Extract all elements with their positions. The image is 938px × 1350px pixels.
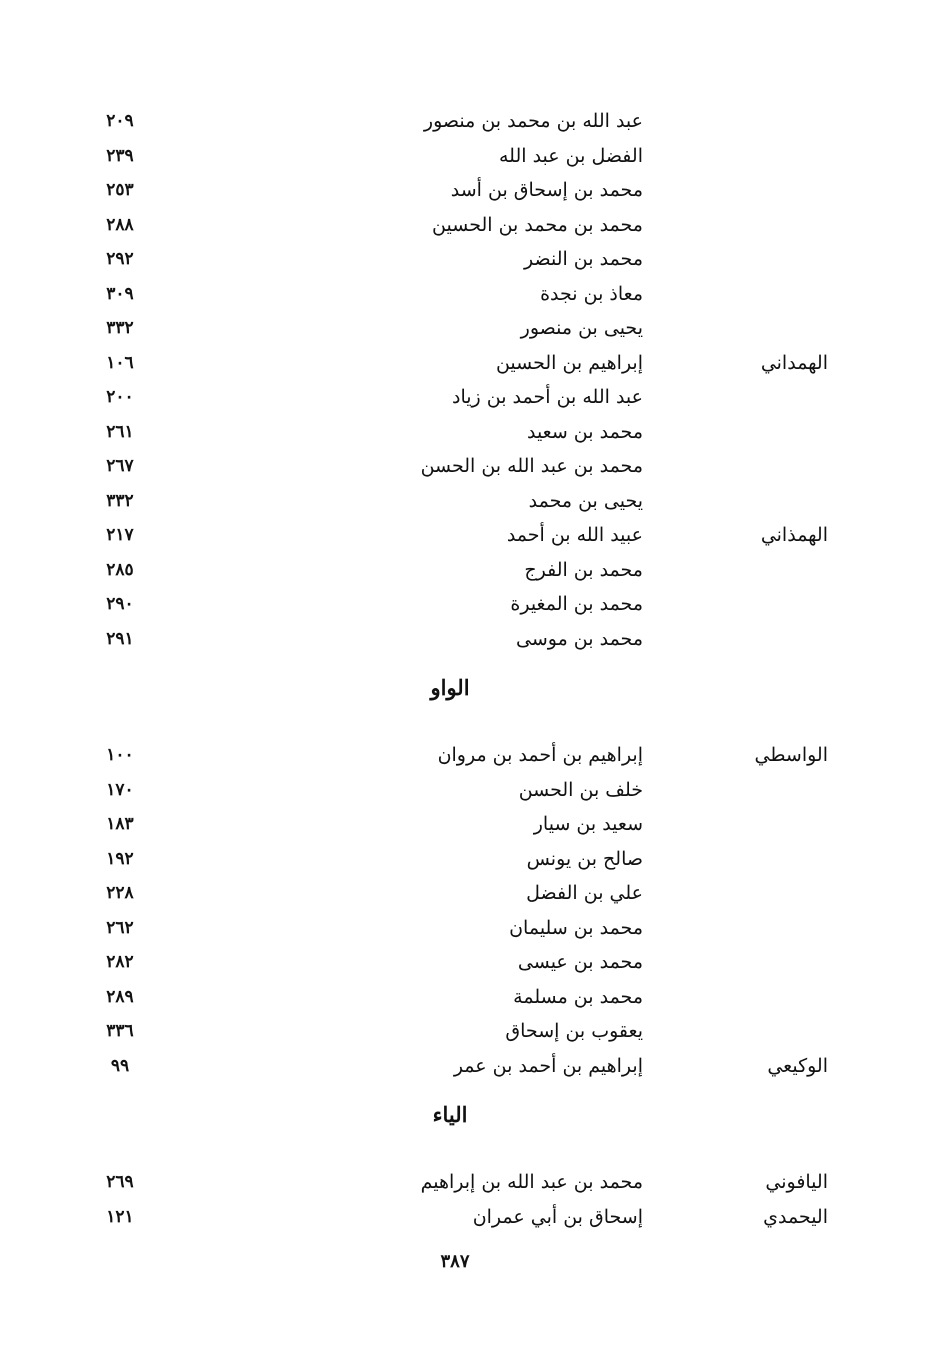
page-reference: ٢٨٩ [106, 986, 134, 1007]
page-reference: ٢٩٠ [106, 594, 134, 614]
page-reference: ٢٨٨ [106, 214, 134, 235]
page-reference: ١٧٠ [106, 779, 134, 800]
section-heading: الياء [432, 1102, 468, 1127]
nisba-label: اليحمدي [763, 1205, 828, 1228]
index-entry [0, 311, 938, 345]
index-entry [0, 773, 938, 807]
nisba-label: الهمذاني [760, 524, 828, 546]
person-name: عبيد الله بن أحمد [506, 524, 643, 546]
person-name: خلف بن الحسن [518, 778, 643, 801]
page-reference: ٣٠٩ [106, 283, 134, 304]
page-reference: ١٠٦ [106, 352, 134, 373]
page-reference: ٢١٧ [106, 525, 134, 545]
page-reference: ٢٦٩ [106, 1172, 134, 1192]
person-name: يحيى بن محمد [528, 489, 643, 512]
index-entry [0, 139, 938, 173]
index-entry [0, 738, 938, 772]
person-name: صالح بن يونس [526, 847, 643, 870]
section-heading: الواو [430, 675, 470, 700]
person-name: إسحاق بن أبي عمران [472, 1205, 643, 1228]
page-reference: ٢٥٣ [106, 180, 134, 200]
index-entry [0, 484, 938, 518]
person-name: يعقوب بن إسحاق [505, 1020, 643, 1042]
person-name: محمد بن موسى [516, 627, 643, 650]
nisba-label: الوكيعي [767, 1054, 828, 1077]
index-entry [0, 242, 938, 276]
nisba-label: الواسطي [754, 744, 828, 766]
person-name: محمد بن إسحاق بن أسد [450, 179, 643, 201]
person-name: يحيى بن منصور [520, 317, 643, 339]
index-entry [0, 876, 938, 910]
person-name: محمد بن المغيرة [510, 593, 643, 615]
person-name: محمد بن محمد بن الحسين [432, 213, 643, 236]
page-reference: ١٢١ [106, 1206, 134, 1227]
index-entry [0, 518, 938, 552]
page-reference: ١٨٣ [106, 814, 134, 834]
person-name: محمد بن سليمان [509, 916, 643, 939]
index-entry [0, 415, 938, 449]
page-reference: ٢٠٠ [106, 387, 134, 407]
person-name: إبراهيم بن أحمد بن مروان [437, 744, 643, 766]
index-entry [0, 380, 938, 414]
index-entry [0, 173, 938, 207]
index-entry [0, 346, 938, 380]
page-reference: ٢٨٥ [106, 559, 134, 580]
page-number: ٣٨٧ [440, 1251, 470, 1272]
index-entry [0, 104, 938, 138]
person-name: معاذ بن نجدة [540, 282, 643, 305]
index-entry [0, 553, 938, 587]
person-name: محمد بن النضر [524, 248, 643, 270]
person-name: محمد بن عبد الله بن إبراهيم [420, 1171, 643, 1193]
index-entry [0, 587, 938, 621]
page-reference: ٣٣٢ [106, 490, 134, 511]
person-name: محمد بن مسلمة [513, 985, 643, 1008]
page-reference: ٣٣٢ [106, 318, 134, 338]
page-reference: ٢٢٨ [106, 883, 134, 903]
page-reference: ٢٦١ [106, 421, 134, 442]
person-name: محمد بن عبد الله بن الحسن [420, 455, 643, 477]
person-name: إبراهيم بن أحمد بن عمر [453, 1054, 643, 1077]
nisba-label: اليافوني [765, 1171, 828, 1193]
index-entry [0, 807, 938, 841]
page-reference: ٢٩١ [106, 628, 134, 649]
index-entry [0, 945, 938, 979]
index-entry [0, 1165, 938, 1199]
person-name: محمد بن الفرج [524, 558, 643, 581]
index-entry [0, 842, 938, 876]
index-entry [0, 911, 938, 945]
person-name: سعيد بن سيار [533, 813, 643, 835]
index-entry [0, 1200, 938, 1234]
index-entry [0, 208, 938, 242]
person-name: الفضل بن عبد الله [498, 144, 643, 167]
page-reference: ١٩٢ [106, 848, 134, 869]
index-entry [0, 277, 938, 311]
page-reference: ٢٠٩ [106, 111, 134, 131]
person-name: علي بن الفضل [526, 882, 643, 904]
page-reference: ٢٦٢ [106, 917, 134, 938]
person-name: محمد بن سعيد [526, 420, 643, 443]
page-reference: ٣٣٦ [106, 1021, 134, 1041]
person-name: إبراهيم بن الحسين [495, 351, 643, 374]
index-entry [0, 1014, 938, 1048]
person-name: عبد الله بن أحمد بن زياد [452, 386, 643, 408]
index-entry [0, 980, 938, 1014]
page-reference: ٢٨٢ [106, 952, 134, 972]
page-reference: ٢٣٩ [106, 145, 134, 166]
page-reference: ٢٦٧ [106, 456, 134, 476]
nisba-label: الهمداني [760, 351, 828, 374]
page-reference: ٩٩ [110, 1055, 130, 1076]
index-entry [0, 449, 938, 483]
person-name: عبد الله بن محمد بن منصور [423, 110, 643, 132]
page-reference: ١٠٠ [106, 745, 134, 765]
person-name: محمد بن عيسى [517, 951, 643, 973]
page-reference: ٢٩٢ [106, 249, 134, 269]
index-entry [0, 622, 938, 656]
index-entry [0, 1049, 938, 1083]
